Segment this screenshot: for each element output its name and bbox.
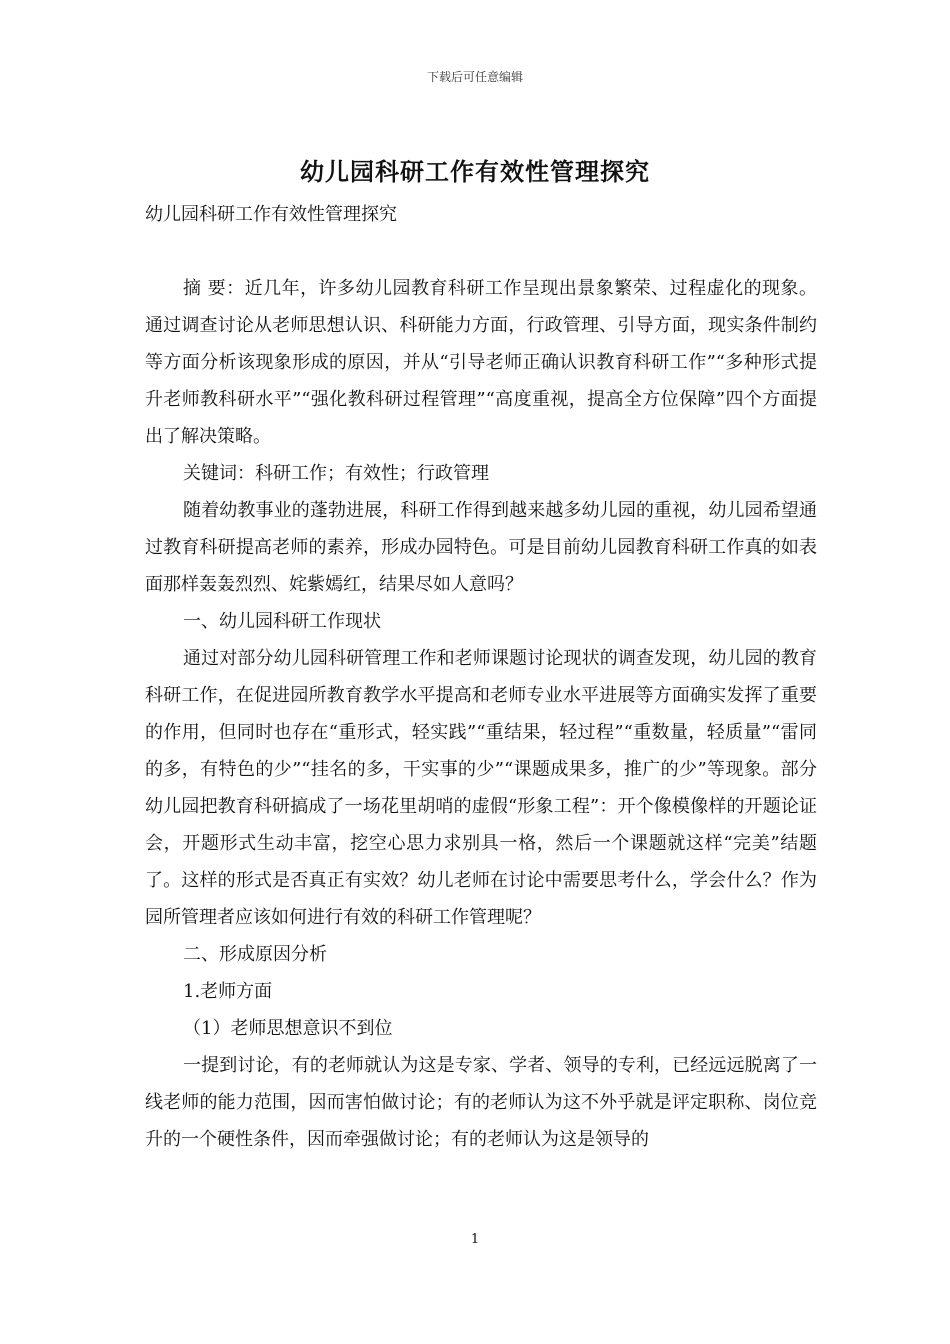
- header-note: 下载后可任意编辑: [426, 70, 523, 84]
- intro-paragraph: 随着幼教事业的蓬勃进展，科研工作得到越来越多幼儿园的重视，幼儿园希望通过教育科研提高老师的素养，形成办园特色。可是目前幼儿园教育科研工作真的如表面那样轰轰烈烈、姹紫嫣红，结果尽如人意吗？: [145, 500, 817, 595]
- document-title: 幼儿园科研工作有效性管理探究: [300, 157, 650, 186]
- subtitle: 幼儿园科研工作有效性管理探究: [145, 204, 397, 225]
- page-number: 1: [470, 1232, 480, 1247]
- keywords-line: 关键词：科研工作；有效性；行政管理: [183, 463, 489, 484]
- subsection-heading: 1.老师方面: [183, 981, 273, 1002]
- abstract-paragraph: 摘 要：近几年，许多幼儿园教育科研工作呈现出景象繁荣、过程虚化的现象。通过调查讨论从老师思想认识、科研能力方面，行政管理、引导方面，现实条件制约等方面分析该现象形成的原因，并从“引导老师正确认识教育科研工作”“多种形式提升老师教科研水平”“强化教科研过程管理”“高度重视，提高全方位保障”四个方面提出了解决策略。: [145, 278, 817, 447]
- section-heading: 二、形成原因分析: [183, 944, 327, 965]
- section-heading: 一、幼儿园科研工作现状: [183, 611, 381, 632]
- section-paragraph: 通过对部分幼儿园科研管理工作和老师课题讨论现状的调查发现，幼儿园的教育科研工作，在促进园所教育教学水平提高和老师专业水平进展等方面确实发挥了重要的作用，但同时也存在“重形式，轻实践”“重结果，轻过程”“重数量，轻质量”“雷同的多，有特色的少”“挂名的多，干实事的少”“课题成果多，推广的少”等现象。部分幼儿园把教育科研搞成了一场花里胡哨的虚假“形象工程”：开个像模像样的开题论证会，开题形式生动丰富，挖空心思力求别具一格，然后一个课题就这样“完美”结题了。这样的形式是否真正有实效？幼儿老师在讨论中需要思考什么，学会什么？作为园所管理者应该如何进行有效的科研工作管理呢？: [145, 648, 817, 928]
- subsection-item-heading: （1）老师思想意识不到位: [183, 1018, 393, 1039]
- document-body: [145, 196, 817, 1158]
- section-paragraph: 一提到讨论，有的老师就认为这是专家、学者、领导的专利，已经远远脱离了一线老师的能力范围，因而害怕做讨论；有的老师认为这不外乎就是评定职称、岗位竞升的一个硬性条件，因而牵强做讨论；有的老师认为这是领导的: [145, 1055, 817, 1150]
- spacer: [145, 233, 817, 270]
